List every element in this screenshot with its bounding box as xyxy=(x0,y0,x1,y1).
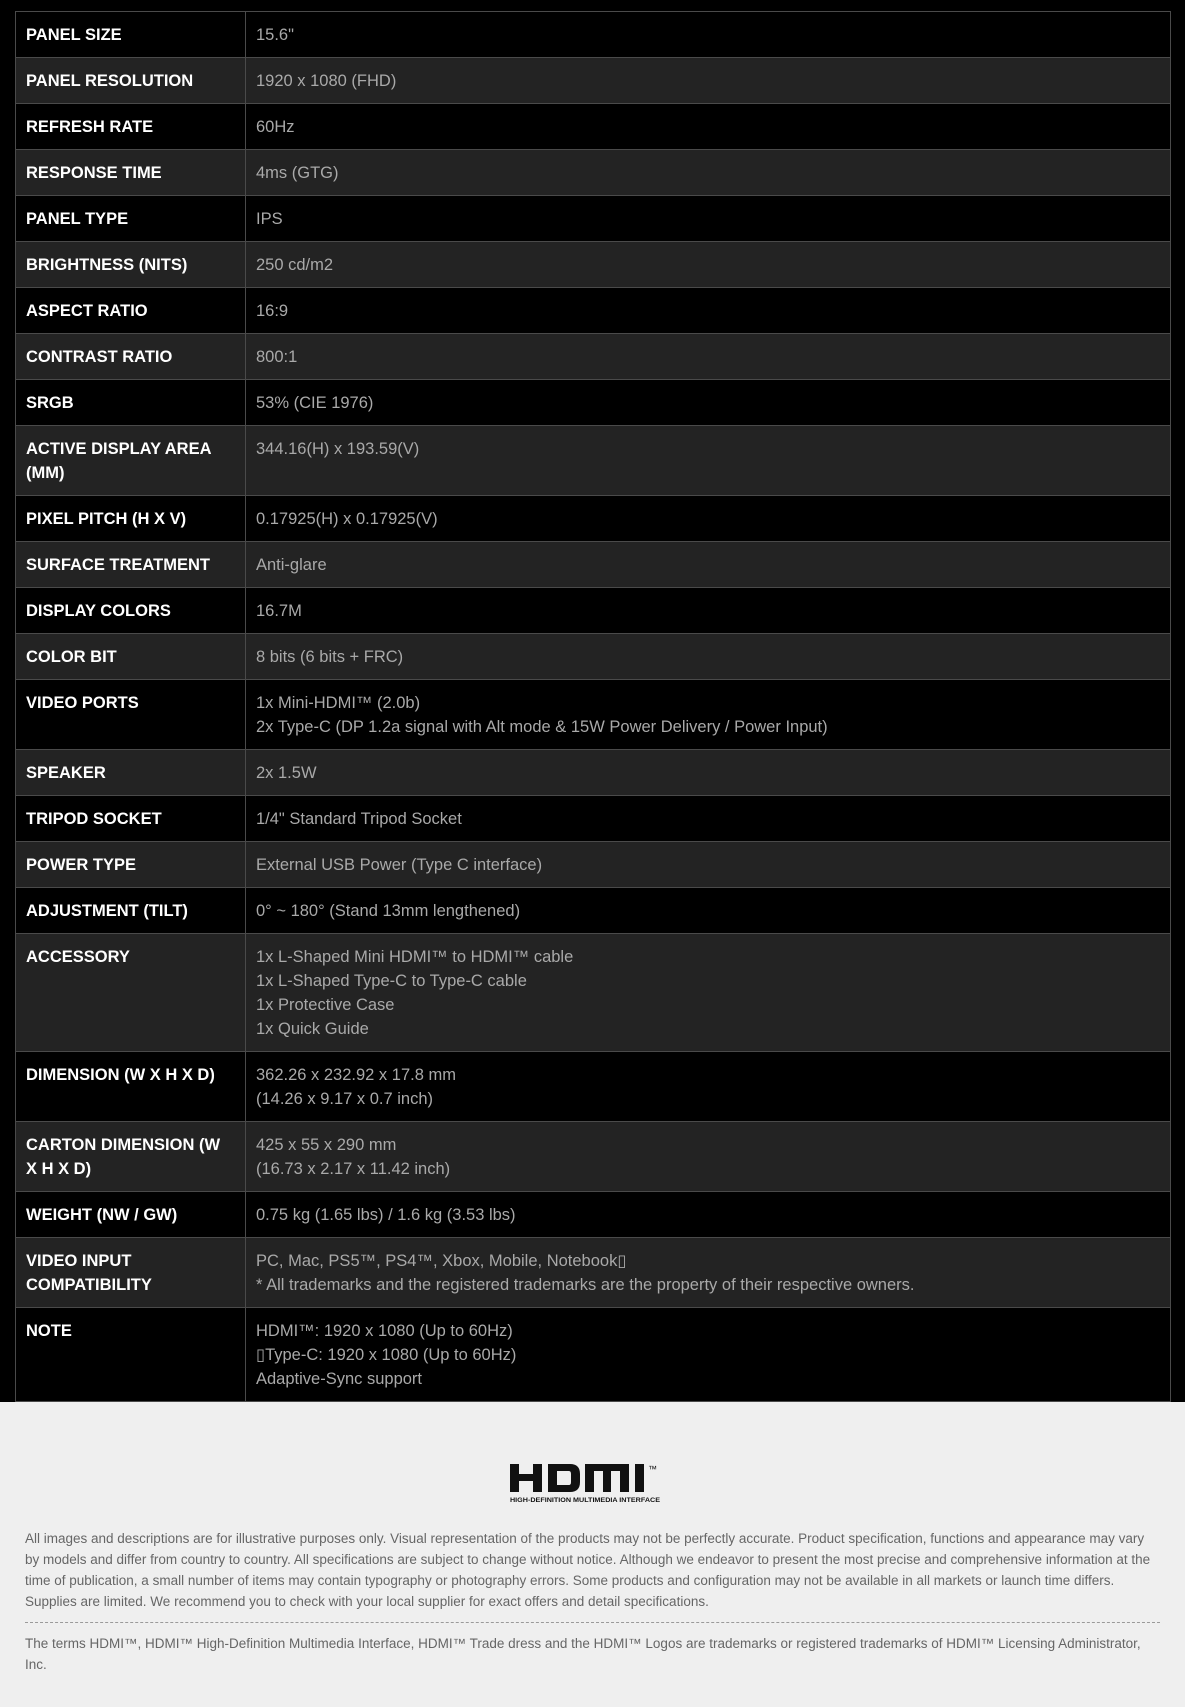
spec-label: WEIGHT (NW / GW) xyxy=(16,1192,246,1238)
spec-label: POWER TYPE xyxy=(16,842,246,888)
spec-row xyxy=(16,1238,1171,1308)
spec-value xyxy=(246,842,1171,888)
spec-row xyxy=(16,12,1171,58)
spec-value-line: Adaptive-Sync support xyxy=(256,1370,423,1388)
spec-label: ASPECT RATIO xyxy=(16,288,246,334)
spec-value xyxy=(246,196,1171,242)
spec-row xyxy=(16,842,1171,888)
hdmi-logo xyxy=(25,1460,1160,1504)
spec-row xyxy=(16,588,1171,634)
spec-value xyxy=(246,1052,1171,1122)
spec-value-line: * All trademarks and the registered trademarks are the property of their respective owners. xyxy=(256,1276,915,1294)
spec-row xyxy=(16,750,1171,796)
spec-value xyxy=(246,58,1171,104)
spec-value xyxy=(246,888,1171,934)
spec-value xyxy=(246,750,1171,796)
spec-row xyxy=(16,426,1171,496)
trademark-text: The terms HDMI™, HDMI™ High-Definition Multimedia Interface, HDMI™ Trade dress and the HDMI™ Logos are trademarks or registered trademarks of HDMI™ Licensing Administrator, Inc. xyxy=(25,1636,1141,1672)
spec-value-line: External USB Power (Type C interface) xyxy=(256,856,543,874)
spec-value-line: PC, Mac, PS5™, PS4™, Xbox, Mobile, Notebook▯ xyxy=(256,1252,627,1270)
spec-row xyxy=(16,1052,1171,1122)
hdmi-logo-icon xyxy=(508,1460,678,1504)
spec-value xyxy=(246,1122,1171,1192)
spec-table-body xyxy=(16,12,1171,1402)
hdmi-logo-tm: ™ xyxy=(647,1464,657,1474)
spec-row xyxy=(16,104,1171,150)
spec-value-line: (16.73 x 2.17 x 11.42 inch) xyxy=(256,1160,451,1178)
spec-label: CONTRAST RATIO xyxy=(16,334,246,380)
spec-value-line: Anti-glare xyxy=(256,556,327,574)
spec-row xyxy=(16,680,1171,750)
spec-value xyxy=(246,588,1171,634)
spec-label: ACTIVE DISPLAY AREA (MM) xyxy=(16,426,246,496)
spec-value xyxy=(246,1308,1171,1402)
spec-value-line: HDMI™: 1920 x 1080 (Up to 60Hz) xyxy=(256,1322,513,1340)
spec-row xyxy=(16,1308,1171,1402)
spec-label: VIDEO INPUT COMPATIBILITY xyxy=(16,1238,246,1308)
spec-row xyxy=(16,380,1171,426)
spec-value xyxy=(246,334,1171,380)
spec-value-line: 16.7M xyxy=(256,602,302,620)
disclaimer-text: All images and descriptions are for illustrative purposes only. Visual representation of the products may not be perfectly accurate. Product specification, functions and appearance may vary by models and differ from country to country. All specifications are subject to change without notice. Although we endeavor to present the most precise and comprehensive information at the time of publication, a small number of items may contain typography or photography errors. Some products and configuration may not be available in all markets or launch time differs. Supplies are limited. We recommend you to check with your local supplier for exact offers and detail specifications. xyxy=(25,1531,1151,1609)
spec-value-line: 800:1 xyxy=(256,348,298,366)
spec-value-line: 250 cd/m2 xyxy=(256,256,334,274)
spec-value-line: 1x Protective Case xyxy=(256,996,395,1014)
spec-label: DIMENSION (W X H X D) xyxy=(16,1052,246,1122)
spec-label: PANEL RESOLUTION xyxy=(16,58,246,104)
spec-value xyxy=(246,796,1171,842)
spec-value-line: 0.75 kg (1.65 lbs) / 1.6 kg (3.53 lbs) xyxy=(256,1206,516,1224)
spec-value xyxy=(246,12,1171,58)
spec-value xyxy=(246,288,1171,334)
spec-row xyxy=(16,496,1171,542)
spec-value xyxy=(246,1238,1171,1308)
spec-row xyxy=(16,242,1171,288)
spec-value-line: 1/4" Standard Tripod Socket xyxy=(256,810,462,828)
spec-value xyxy=(246,934,1171,1052)
spec-label: PIXEL PITCH (H X V) xyxy=(16,496,246,542)
spec-label: PANEL SIZE xyxy=(16,12,246,58)
spec-label: ACCESSORY xyxy=(16,934,246,1052)
spec-value-line: 15.6" xyxy=(256,26,294,44)
spec-value-line: 1x L-Shaped Mini HDMI™ to HDMI™ cable xyxy=(256,948,574,966)
spec-value-line: 1x Quick Guide xyxy=(256,1020,369,1038)
spec-row xyxy=(16,334,1171,380)
spec-label: PANEL TYPE xyxy=(16,196,246,242)
spec-label: RESPONSE TIME xyxy=(16,150,246,196)
spec-value xyxy=(246,150,1171,196)
spec-label: VIDEO PORTS xyxy=(16,680,246,750)
spec-value-line: 2x 1.5W xyxy=(256,764,317,782)
spec-row xyxy=(16,196,1171,242)
spec-value-line: 362.26 x 232.92 x 17.8 mm xyxy=(256,1066,456,1084)
spec-value-line: IPS xyxy=(256,210,283,228)
spec-row xyxy=(16,58,1171,104)
spec-value-line: 2x Type-C (DP 1.2a signal with Alt mode & 15W Power Delivery / Power Input) xyxy=(256,718,828,736)
spec-row xyxy=(16,796,1171,842)
spec-value xyxy=(246,680,1171,750)
spec-value xyxy=(246,1192,1171,1238)
spec-value xyxy=(246,496,1171,542)
spec-value xyxy=(246,634,1171,680)
spec-value xyxy=(246,104,1171,150)
spec-value-line: (14.26 x 9.17 x 0.7 inch) xyxy=(256,1090,434,1108)
spec-value-line: 425 x 55 x 290 mm xyxy=(256,1136,397,1154)
spec-label: COLOR BIT xyxy=(16,634,246,680)
spec-label: NOTE xyxy=(16,1308,246,1402)
spec-value-line: 16:9 xyxy=(256,302,289,320)
spec-label: ADJUSTMENT (TILT) xyxy=(16,888,246,934)
spec-value xyxy=(246,426,1171,496)
spec-value-line: 1x L-Shaped Type-C to Type-C cable xyxy=(256,972,527,990)
spec-row xyxy=(16,634,1171,680)
spec-value-line: 344.16(H) x 193.59(V) xyxy=(256,440,420,458)
spec-label: BRIGHTNESS (NITS) xyxy=(16,242,246,288)
spec-row xyxy=(16,1192,1171,1238)
spec-row xyxy=(16,1122,1171,1192)
spec-value xyxy=(246,380,1171,426)
spec-label: CARTON DIMENSION (W X H X D) xyxy=(16,1122,246,1192)
spec-value-line: 0° ~ 180° (Stand 13mm lengthened) xyxy=(256,902,521,920)
spec-value-line: ▯Type-C: 1920 x 1080 (Up to 60Hz) xyxy=(256,1346,517,1364)
spec-value-line: 1920 x 1080 (FHD) xyxy=(256,72,397,90)
spec-value-line: 4ms (GTG) xyxy=(256,164,339,182)
spec-value-line: 60Hz xyxy=(256,118,295,136)
spec-value-line: 53% (CIE 1976) xyxy=(256,394,374,412)
spec-value xyxy=(246,542,1171,588)
spec-row xyxy=(16,542,1171,588)
spec-label: REFRESH RATE xyxy=(16,104,246,150)
spec-row xyxy=(16,150,1171,196)
spec-row xyxy=(16,288,1171,334)
spec-table xyxy=(15,11,1171,1402)
spec-label: SURFACE TREATMENT xyxy=(16,542,246,588)
spec-label: SRGB xyxy=(16,380,246,426)
spec-label: DISPLAY COLORS xyxy=(16,588,246,634)
spec-value-line: 1x Mini-HDMI™ (2.0b) xyxy=(256,694,421,712)
hdmi-logo-tagline: HIGH-DEFINITION MULTIMEDIA INTERFACE xyxy=(509,1497,661,1504)
spec-label: SPEAKER xyxy=(16,750,246,796)
spec-value xyxy=(246,242,1171,288)
spec-row xyxy=(16,888,1171,934)
spec-row xyxy=(16,934,1171,1052)
spec-value-line: 8 bits (6 bits + FRC) xyxy=(256,648,404,666)
footer xyxy=(0,1402,1185,1707)
spec-label: TRIPOD SOCKET xyxy=(16,796,246,842)
divider xyxy=(25,1622,1160,1623)
spec-value-line: 0.17925(H) x 0.17925(V) xyxy=(256,510,438,528)
